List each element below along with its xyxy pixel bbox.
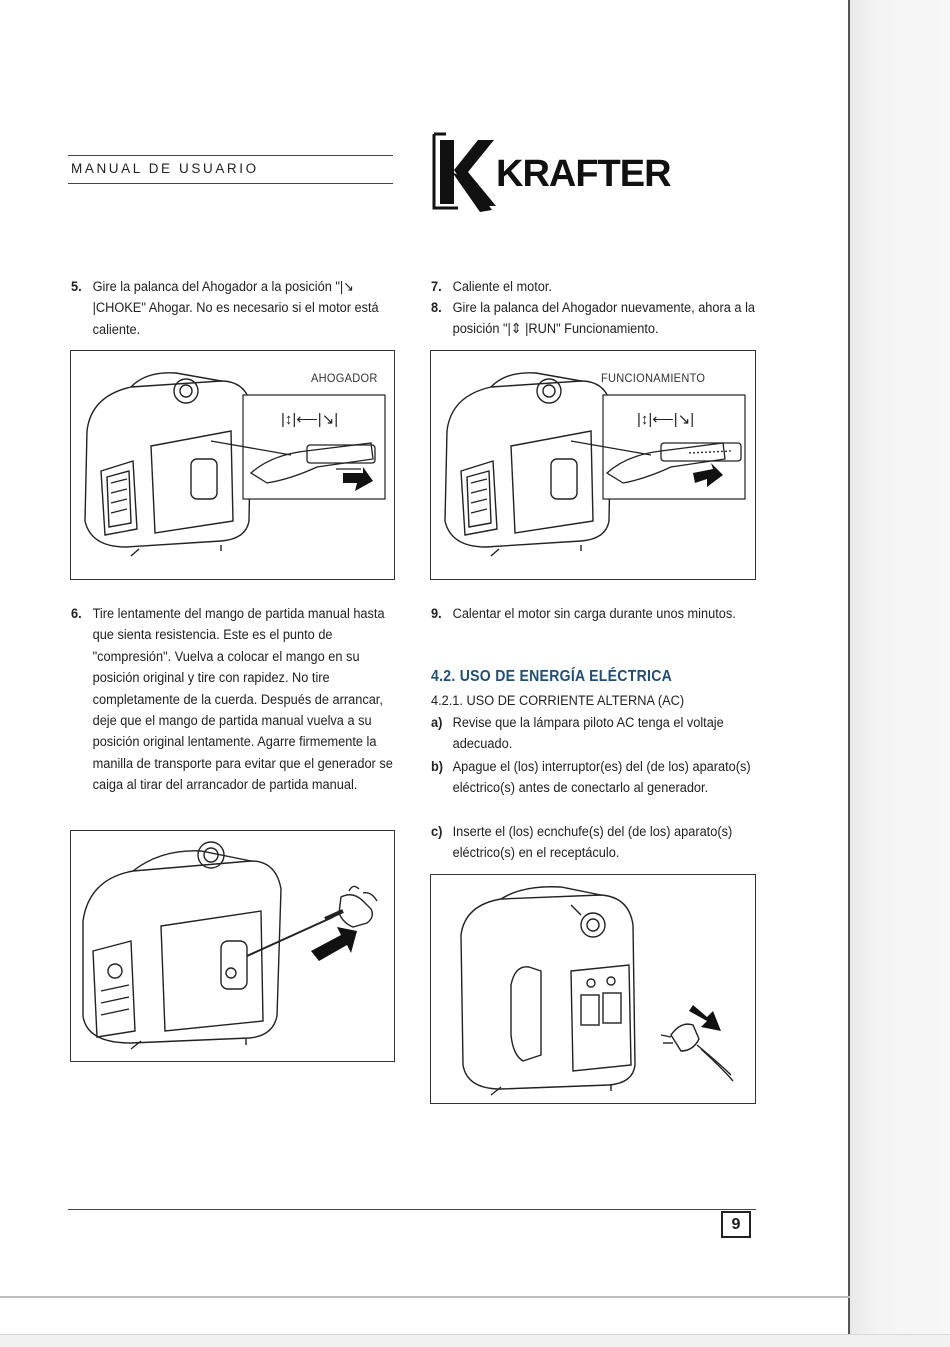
generator-choke-illustration — [71, 351, 394, 579]
item-a — [431, 713, 755, 756]
step-number: 5. — [71, 279, 82, 295]
step-number: 9. — [431, 606, 442, 622]
figure-label: AHOGADOR — [311, 371, 378, 385]
page-number: 9 — [721, 1211, 751, 1238]
step-text: Caliente el motor. — [452, 279, 552, 295]
step-5 — [71, 277, 391, 341]
header-rule-bottom — [68, 183, 393, 184]
item-c — [431, 822, 755, 865]
step-text: Tire lentamente del mango de partida manual hasta que sienta resistencia. Este es el punto de "compresión". Vuelva a colocar el mango en su posición original y tire con rapidez. No tire completamente de la cuerda. Después de arrancar, deje que el mango de partida manual vuelva a su posición original lentamente. Agarre firmemente la manilla de transporte para evitar que el generador se caiga al tirar del arrancador de partida manual. — [92, 606, 393, 794]
figure-recoil-start — [70, 830, 395, 1062]
step-7 — [431, 277, 755, 298]
section-title: 4.2. USO DE ENERGÍA ELÉCTRICA — [431, 668, 673, 685]
header-rule-top — [68, 155, 393, 156]
item-marker: c) — [431, 824, 443, 840]
scan-bottom-strip — [0, 1334, 950, 1347]
step-6 — [71, 604, 393, 797]
figure-ac-outlet — [430, 874, 756, 1104]
step-number: 7. — [431, 279, 442, 295]
figure-run — [430, 350, 756, 580]
figure-choke — [70, 350, 395, 580]
generator-outlet-illustration — [431, 875, 755, 1103]
page-bottom-edge — [0, 1296, 850, 1298]
step-text: Calentar el motor sin carga durante unos minutos. — [452, 606, 736, 622]
page-edge-shadow — [848, 0, 950, 1346]
item-marker: a) — [431, 715, 443, 731]
step-text: Gire la palanca del Ahogador nuevamente, ahora a la posición "|⇕ |RUN" Funcionamiento. — [452, 300, 756, 338]
step-9 — [431, 604, 755, 625]
generator-run-illustration — [431, 351, 755, 579]
item-text: Inserte el (los) ecnchufe(s) del (de los) aparato(s) eléctrico(s) en el receptáculo. — [452, 824, 733, 862]
item-text: Apague el (los) interruptor(es) del (de los) aparato(s) eléctrico(s) antes de conectarlo al generador. — [452, 759, 751, 797]
step-number: 6. — [71, 606, 82, 622]
krafter-logo — [432, 130, 692, 212]
step-text: Gire la palanca del Ahogador a la posición "|↘ |CHOKE" Ahogar. No es necesario si el motor está caliente. — [92, 279, 379, 338]
item-marker: b) — [431, 759, 444, 775]
choke-symbols: |↕|⟵|↘| — [281, 411, 339, 428]
item-text: Revise que la lámpara piloto AC tenga el voltaje adecuado. — [452, 715, 724, 753]
figure-label: FUNCIONAMIENTO — [601, 371, 706, 385]
run-symbols: |↕|⟵|↘| — [637, 411, 695, 428]
item-b — [431, 757, 755, 800]
logo-brand-text: KRAFTER — [496, 153, 671, 195]
generator-pull-start-illustration — [71, 831, 394, 1061]
subsection-title: 4.2.1. USO DE CORRIENTE ALTERNA (AC) — [431, 693, 685, 709]
footer-rule — [68, 1209, 756, 1210]
step-8 — [431, 298, 755, 341]
header-label: MANUAL DE USUARIO — [71, 161, 259, 176]
step-number: 8. — [431, 300, 442, 316]
